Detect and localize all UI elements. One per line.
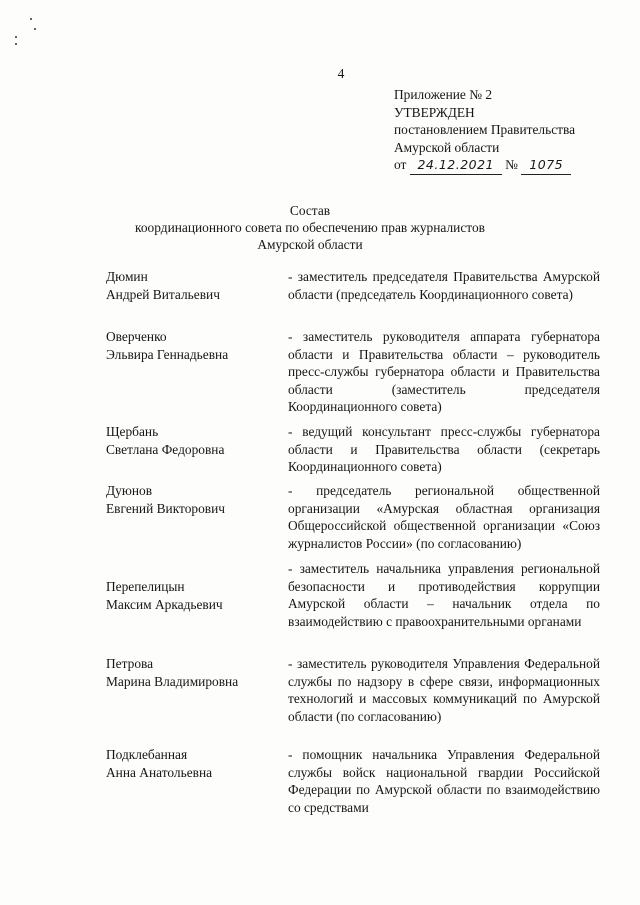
member-surname: Подклебанная [106,747,188,762]
member-name [106,578,223,613]
title-line-3: Амурской области [257,237,363,252]
handwritten-date: 24.12.2021 [417,157,495,172]
member-given-name: Максим Аркадьевич [106,596,223,612]
number-field [521,156,571,175]
approval-block [394,86,575,175]
member-surname: Щербань [106,424,159,439]
member-surname: Дуюнов [106,483,153,498]
scan-speck [15,43,17,45]
member-name [106,746,212,781]
member-role: - председатель региональной общественной организации «Амурская областная организация Общероссийской общественной организации «Союз журналистов России» (по согласованию) [288,483,600,551]
scan-speck [15,36,17,38]
member-role: - заместитель председателя Правительства Амурской области (председатель Координационного совета) [288,269,600,302]
member-given-name: Светлана Федоровна [106,441,225,457]
number-prefix: № [505,157,518,172]
resolution-line: постановлением Правительства [394,122,576,137]
member-surname: Дюмин [106,269,148,284]
member-surname: Перепелицын [106,579,185,594]
member-role: - ведущий консультант пресс-службы губернатора области и Правительства области (секретарь Координационного совета) [288,424,600,474]
document-title [120,202,500,253]
annex-label: Приложение № 2 [394,87,493,102]
date-number-line [394,156,575,175]
member-surname: Оверченко [106,329,167,344]
title-line-1: Состав [289,203,331,218]
region-line: Амурской области [394,139,500,155]
date-prefix: от [394,157,407,172]
member-role: - заместитель руководителя аппарата губернатора области и Правительства области – руководитель пресс-службы губернатора области и Правительства области (заместитель председателя Координационного совета) [288,329,600,414]
member-role: - заместитель руководителя Управления Федеральной службы по надзору в сфере связи, информационных технологий и массовых коммуникаций по Амурской области (по согласованию) [288,656,600,724]
member-given-name: Марина Владимировна [106,673,239,689]
scan-speck [34,28,36,30]
member-name [106,268,220,303]
member-name [106,328,228,363]
title-line-2: координационного совета по обеспечению прав журналистов [135,220,485,235]
date-field [410,156,502,175]
handwritten-number: 1075 [529,157,564,172]
member-role: - заместитель начальника управления региональной безопасности и противодействия коррупции Амурской области – начальник отдела по взаимодействию с правоохранительными органами [288,561,600,629]
member-name [106,423,224,458]
member-given-name: Эльвира Геннадьевна [106,346,229,362]
member-surname: Петрова [106,656,154,671]
member-given-name: Анна Анатольевна [106,764,213,780]
member-name [106,482,225,517]
member-given-name: Евгений Викторович [106,500,226,516]
approved-label: УТВЕРЖДЕН [394,104,475,120]
scan-speck [30,18,32,20]
member-name [106,655,238,690]
member-role: - помощник начальника Управления Федеральной службы войск национальной гвардии Российской Федерации по Амурской области по взаимодействию со средствами [288,747,600,815]
member-given-name: Андрей Витальевич [106,286,220,302]
page-number: 4 [337,66,345,81]
